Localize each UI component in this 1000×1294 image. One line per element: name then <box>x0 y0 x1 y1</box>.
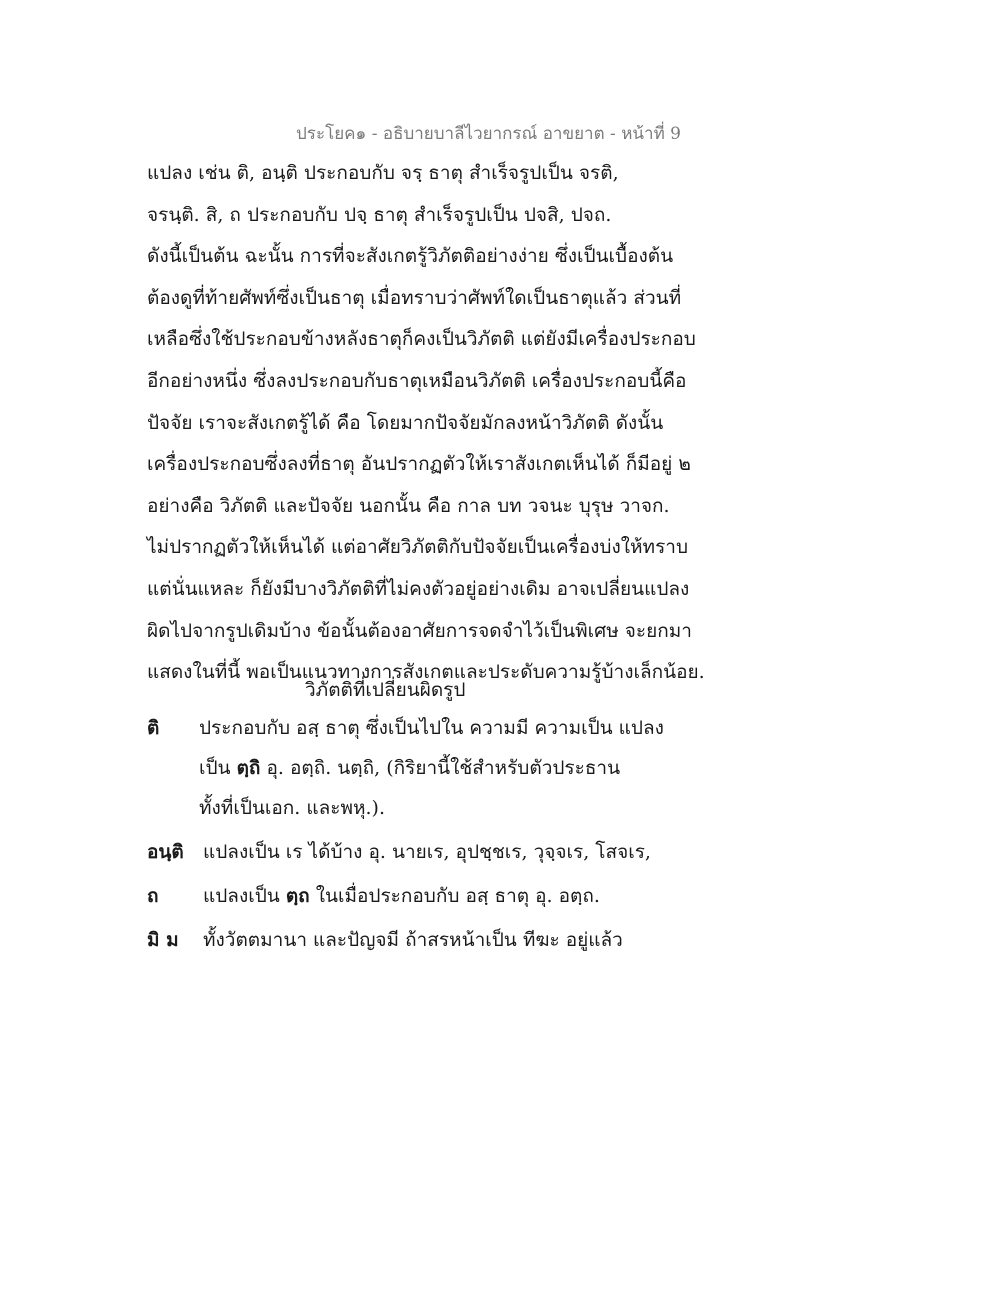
entry-text: ในเมื่อประกอบกับ อสฺ ธาตุ อุ. อตฺถ. <box>309 885 600 907</box>
entry-description <box>203 876 600 916</box>
entry-description <box>199 708 664 828</box>
body-line: เหลือซึ่งใช้ประกอบข้างหลังธาตุก็คงเป็นวิภัตติ แต่ยังมีเครื่องประกอบ <box>147 328 696 351</box>
body-line: ต้องดูที่ท้ายศัพท์ซึ่งเป็นธาตุ เมื่อทราบว่าศัพท์ใดเป็นธาตุแล้ว ส่วนที่ <box>147 286 682 309</box>
section-heading: วิภัตติที่เปลี่ยนผิดรูป <box>305 679 466 701</box>
entry-line <box>199 748 664 788</box>
body-line: ไม่ปรากฏตัวให้เห็นได้ แต่อาศัยวิภัตติกับปัจจัยเป็นเครื่องบ่งให้ทราบ <box>147 536 689 559</box>
body-paragraph <box>147 153 727 694</box>
entry-term: ติ <box>147 717 160 739</box>
entry-text: แปลงเป็น <box>203 885 286 907</box>
entry-description <box>203 920 623 960</box>
body-line: อีกอย่างหนึ่ง ซึ่งลงประกอบกับธาตุเหมือนวิภัตติ เครื่องประกอบนี้คือ <box>147 369 687 392</box>
body-line: จรนฺติ. สิ, ถ ประกอบกับ ปจฺ ธาตุ สำเร็จรูปเป็น ปจสิ, ปจถ. <box>147 203 612 226</box>
entry-list <box>147 708 747 960</box>
body-line: แต่นั่นแหละ ก็ยังมีบางวิภัตติที่ไม่คงตัวอยู่อย่างเดิม อาจเปลี่ยนแปลง <box>147 577 690 600</box>
body-line: ดังนี้เป็นต้น ฉะนั้น การที่จะสังเกตรู้วิภัตติอย่างง่าย ซึ่งเป็นเบื้องต้น <box>147 245 674 268</box>
body-line: ปัจจัย เราจะสังเกตรู้ได้ คือ โดยมากปัจจัยมักลงหน้าวิภัตติ ดังนั้น <box>147 411 664 434</box>
entry-term: มิ ม <box>147 929 179 951</box>
entry-text: เป็น <box>199 757 237 779</box>
body-line: ผิดไปจากรูปเดิมบ้าง ข้อนั้นต้องอาศัยการจดจำไว้เป็นพิเศษ จะยกมา <box>147 619 692 642</box>
entry-line: แปลงเป็น เร ได้บ้าง อุ. นายเร, อุปชฺชเร, วุจฺจเร, โสจเร, <box>203 841 651 863</box>
entry-bold-term: ตฺถ <box>285 885 310 907</box>
entry-description <box>203 832 651 872</box>
entry-line <box>203 876 600 916</box>
entry-line: ทั้งวัตตมานา และปัญจมี ถ้าสรหน้าเป็น ทีฆะ อยู่แล้ว <box>203 929 623 951</box>
list-item <box>147 876 747 916</box>
list-item <box>147 920 747 960</box>
running-header: ประโยค๑ - อธิบายบาลีไวยากรณ์ อาขยาต - หน้าที่ 9 <box>296 124 681 144</box>
list-item <box>147 832 747 872</box>
entry-term: อนฺติ <box>147 841 184 863</box>
entry-bold-term: ตฺถิ <box>236 757 261 779</box>
entry-line: ทั้งที่เป็นเอก. และพหุ.). <box>199 797 385 819</box>
entry-text: อุ. อตฺถิ. นตฺถิ, (กิริยานี้ใช้สำหรับตัวประธาน <box>260 757 621 779</box>
list-item <box>147 708 747 828</box>
body-line: อย่างคือ วิภัตติ และปัจจัย นอกนั้น คือ กาล บท วจนะ บุรุษ วาจก. <box>147 494 670 517</box>
body-line: แปลง เช่น ติ, อนฺติ ประกอบกับ จรฺ ธาตุ สำเร็จรูปเป็น จรติ, <box>147 162 619 184</box>
entry-term: ถ <box>147 885 159 907</box>
body-line: แสดงในที่นี้ พอเป็นแนวทางการสังเกตและประดับความรู้บ้างเล็กน้อย. <box>147 661 705 684</box>
entry-line: ประกอบกับ อสฺ ธาตุ ซึ่งเป็นไปใน ความมี ความเป็น แปลง <box>199 717 664 739</box>
body-line: เครื่องประกอบซึ่งลงที่ธาตุ อันปรากฏตัวให้เราสังเกตเห็นได้ ก็มีอยู่ ๒ <box>147 453 691 476</box>
